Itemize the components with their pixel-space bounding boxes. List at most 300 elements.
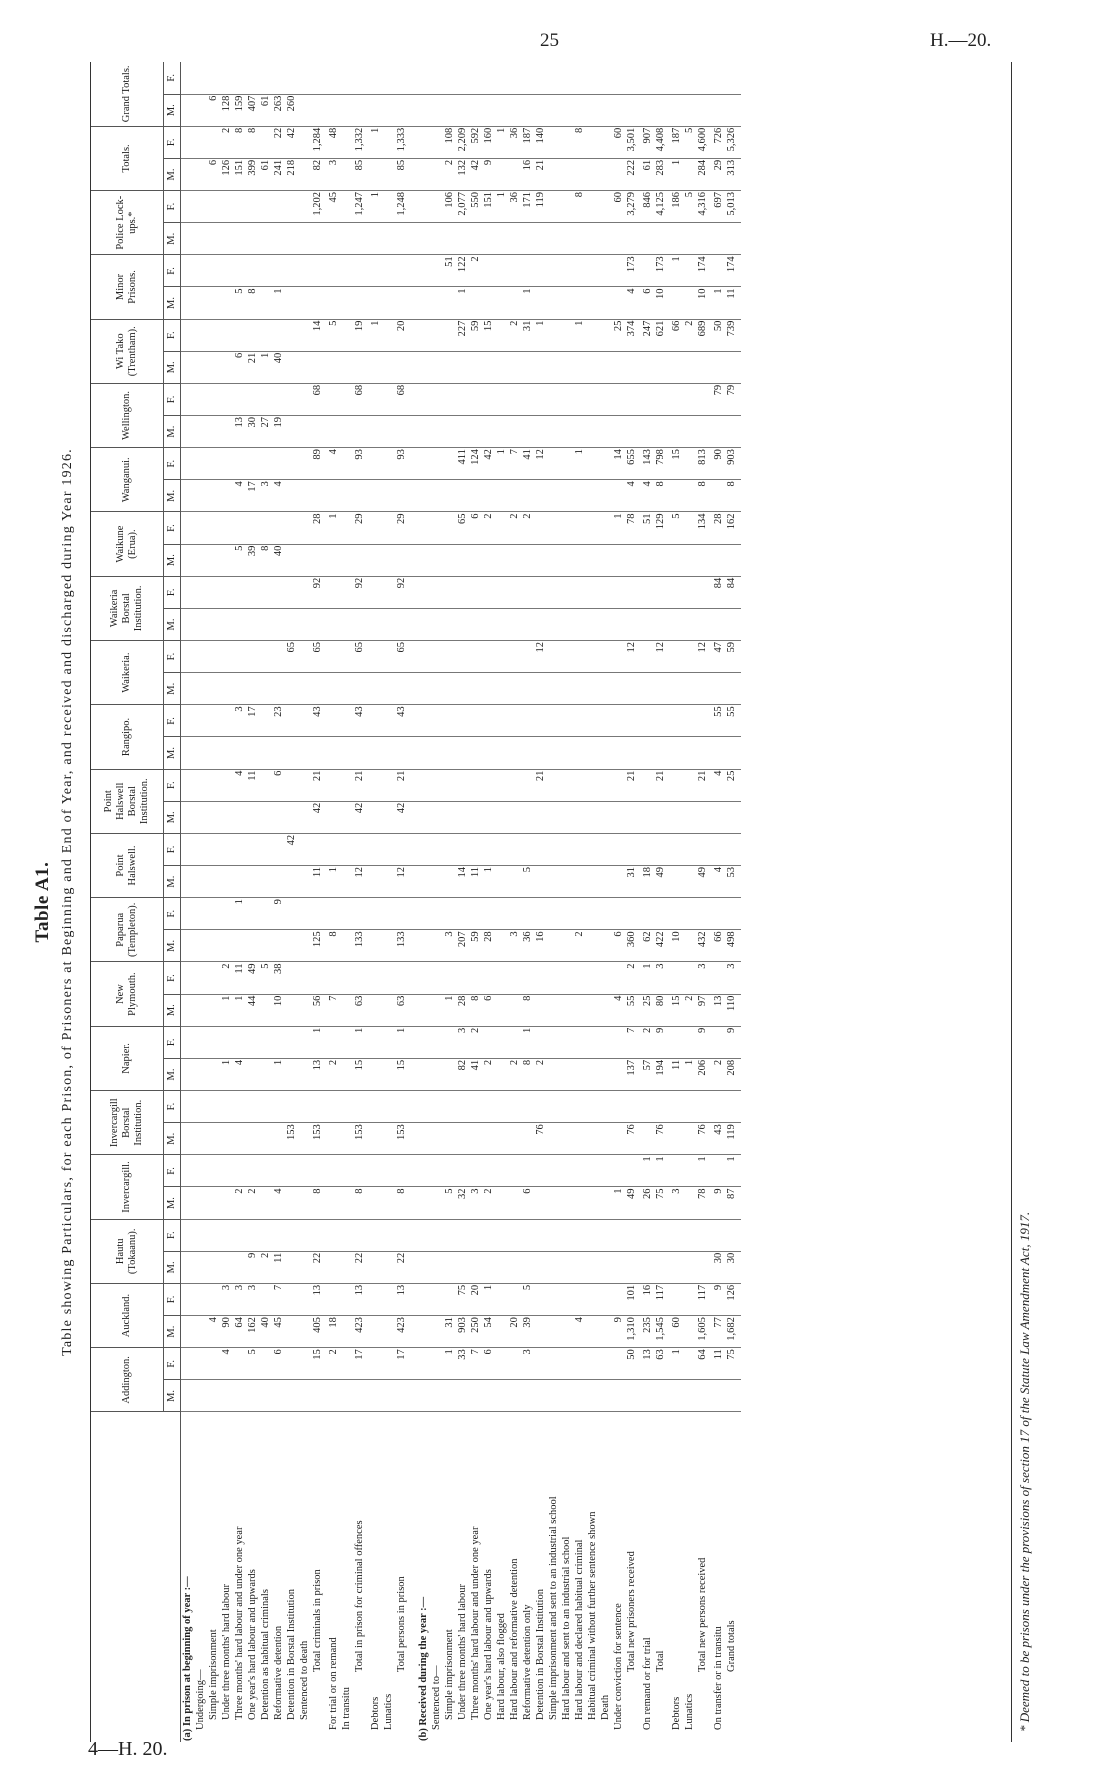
prison-header: Auckland. — [91, 1283, 164, 1347]
table-cell — [612, 1155, 625, 1187]
table-cell — [443, 833, 456, 865]
table-cell — [573, 705, 586, 737]
table-cell — [495, 1316, 508, 1348]
table-cell: 726 — [712, 126, 725, 158]
table-cell: 1 — [670, 1348, 683, 1380]
table-cell — [534, 1219, 547, 1251]
table-cell: 2 — [683, 994, 696, 1026]
table-cell — [285, 62, 298, 94]
table-cell — [220, 1219, 233, 1251]
table-cell — [194, 94, 207, 126]
table-cell: 11 — [272, 1251, 285, 1283]
table-cell — [469, 287, 482, 319]
table-cell — [670, 801, 683, 833]
table-cell — [246, 1380, 259, 1412]
table-cell — [641, 1380, 654, 1412]
table-cell — [654, 1380, 670, 1412]
table-cell — [207, 833, 220, 865]
table-cell — [443, 705, 456, 737]
table-cell — [272, 62, 285, 94]
table-cell — [327, 833, 340, 865]
table-cell — [547, 512, 560, 544]
table-cell — [327, 480, 340, 512]
table-cell — [327, 673, 340, 705]
table-cell: 90 — [712, 448, 725, 480]
table-cell: 39 — [521, 1316, 534, 1348]
table-cell: 7 — [469, 1348, 482, 1380]
table-cell: 592 — [469, 126, 482, 158]
table-cell — [194, 576, 207, 608]
table-cell: 6 — [482, 1348, 495, 1380]
table-cell — [311, 737, 327, 769]
table-cell: 59 — [469, 319, 482, 351]
table-cell — [586, 1316, 599, 1348]
table-cell — [207, 287, 220, 319]
table-cell — [534, 705, 547, 737]
table-cell — [430, 1026, 443, 1058]
table-cell — [612, 1058, 625, 1090]
table-cell — [712, 962, 725, 994]
table-cell — [340, 1219, 353, 1251]
table-cell — [482, 1219, 495, 1251]
table-cell — [194, 1155, 207, 1187]
table-cell — [670, 737, 683, 769]
table-cell: 5 — [443, 1187, 456, 1219]
table-cell — [207, 994, 220, 1026]
table-cell: 4 — [712, 769, 725, 801]
table-row — [560, 62, 573, 1742]
table-cell — [443, 641, 456, 673]
table-cell — [495, 351, 508, 383]
table-cell: 12 — [353, 866, 369, 898]
table-cell: 134 — [696, 512, 712, 544]
table-cell: 8 — [469, 994, 482, 1026]
table-cell: 2 — [443, 158, 456, 190]
table-row — [246, 62, 259, 1742]
table-cell — [382, 383, 395, 415]
table-cell: 68 — [353, 383, 369, 415]
table-cell — [573, 351, 586, 383]
table-cell — [586, 1026, 599, 1058]
table-cell: 4 — [573, 1316, 586, 1348]
table-cell: 8 — [233, 126, 246, 158]
table-cell — [456, 1380, 469, 1412]
table-cell — [353, 1155, 369, 1187]
table-cell — [670, 608, 683, 640]
table-cell — [521, 480, 534, 512]
sex-header: M. — [164, 1316, 181, 1348]
table-cell — [327, 1283, 340, 1315]
table-cell — [683, 62, 696, 94]
table-cell — [181, 769, 195, 801]
table-cell: 798 — [654, 448, 670, 480]
table-cell — [508, 801, 521, 833]
table-cell: 55 — [725, 705, 741, 737]
table-cell — [327, 416, 340, 448]
table-cell: 171 — [521, 191, 534, 223]
table-cell: 2 — [573, 930, 586, 962]
table-cell: 59 — [725, 641, 741, 673]
table-row — [508, 62, 521, 1742]
table-cell: 1 — [495, 448, 508, 480]
table-cell — [220, 705, 233, 737]
table-cell — [194, 448, 207, 480]
table-cell — [327, 801, 340, 833]
table-cell: 78 — [625, 512, 641, 544]
prison-header: Wi Tako (Trentham). — [91, 319, 164, 383]
table-cell — [181, 62, 195, 94]
table-cell — [599, 833, 612, 865]
table-cell — [573, 1155, 586, 1187]
table-cell — [220, 351, 233, 383]
table-cell — [285, 1251, 298, 1283]
table-cell — [382, 1283, 395, 1315]
table-cell — [443, 480, 456, 512]
table-cell — [469, 705, 482, 737]
table-cell — [311, 608, 327, 640]
table-cell — [430, 1283, 443, 1315]
table-cell — [207, 737, 220, 769]
table-cell — [207, 1058, 220, 1090]
table-cell — [586, 1187, 599, 1219]
table-cell: 151 — [482, 191, 495, 223]
table-cell: 16 — [641, 1283, 654, 1315]
table-cell: 697 — [712, 191, 725, 223]
table-cell — [369, 1316, 382, 1348]
table-cell — [599, 1380, 612, 1412]
table-cell — [599, 62, 612, 94]
table-cell — [285, 962, 298, 994]
table-cell — [683, 512, 696, 544]
table-row — [194, 62, 207, 1742]
table-cell — [233, 223, 246, 255]
table-cell — [369, 94, 382, 126]
row-label: Hard labour and declared habitual criminal — [574, 1539, 586, 1720]
table-cell — [696, 383, 712, 415]
table-cell: 21 — [696, 769, 712, 801]
table-cell — [395, 898, 411, 930]
table-cell — [207, 705, 220, 737]
table-cell: 85 — [353, 158, 369, 190]
table-cell — [207, 480, 220, 512]
table-cell — [220, 287, 233, 319]
table-cell — [272, 448, 285, 480]
table-cell — [696, 1091, 712, 1123]
table-cell — [469, 223, 482, 255]
table-cell — [456, 416, 469, 448]
table-cell — [353, 898, 369, 930]
table-row — [233, 62, 246, 1742]
table-cell — [181, 737, 195, 769]
table-cell — [625, 223, 641, 255]
sex-header: F. — [164, 126, 181, 158]
table-cell — [220, 737, 233, 769]
table-cell: 1 — [670, 158, 683, 190]
table-cell — [696, 1380, 712, 1412]
table-cell — [353, 62, 369, 94]
table-cell — [534, 480, 547, 512]
table-cell — [586, 544, 599, 576]
table-cell — [285, 1348, 298, 1380]
table-cell — [311, 544, 327, 576]
table-cell — [220, 512, 233, 544]
table-cell: 1 — [612, 1187, 625, 1219]
table-cell — [207, 866, 220, 898]
table-cell — [456, 351, 469, 383]
table-cell — [430, 319, 443, 351]
table-cell — [612, 480, 625, 512]
table-row — [298, 62, 311, 1742]
table-cell: 61 — [259, 94, 272, 126]
table-cell — [612, 1219, 625, 1251]
table-cell — [654, 608, 670, 640]
table-cell: 31 — [521, 319, 534, 351]
table-cell — [586, 1251, 599, 1283]
table-cell — [495, 737, 508, 769]
table-cell — [259, 448, 272, 480]
table-cell — [586, 126, 599, 158]
table-cell: 66 — [670, 319, 683, 351]
table-cell — [298, 833, 311, 865]
table-cell: 13 — [311, 1058, 327, 1090]
table-cell: 30 — [712, 1251, 725, 1283]
table-cell — [382, 962, 395, 994]
page-number: 25 — [540, 30, 559, 51]
table-cell — [534, 673, 547, 705]
table-cell — [482, 1155, 495, 1187]
table-cell — [311, 962, 327, 994]
table-cell — [495, 480, 508, 512]
table-cell — [430, 94, 443, 126]
table-cell — [382, 1380, 395, 1412]
table-cell — [220, 1091, 233, 1123]
table-cell — [395, 1219, 411, 1251]
table-cell — [560, 191, 573, 223]
table-cell — [194, 962, 207, 994]
table-cell: 5 — [670, 512, 683, 544]
table-cell — [683, 576, 696, 608]
table-cell — [683, 383, 696, 415]
table-cell — [670, 351, 683, 383]
table-cell — [311, 94, 327, 126]
table-cell — [353, 737, 369, 769]
table-cell — [298, 1155, 311, 1187]
table-cell: 903 — [725, 448, 741, 480]
table-cell — [233, 1219, 246, 1251]
table-cell — [534, 866, 547, 898]
table-cell — [340, 1251, 353, 1283]
table-cell — [625, 1251, 641, 1283]
table-cell — [430, 416, 443, 448]
table-cell: 12 — [534, 641, 547, 673]
row-label: Simple imprisonment — [208, 1629, 220, 1720]
table-cell: 75 — [654, 1187, 670, 1219]
table-cell: 1,333 — [395, 126, 411, 158]
table-cell — [469, 769, 482, 801]
table-cell — [560, 1283, 573, 1315]
table-cell — [495, 223, 508, 255]
table-cell — [259, 930, 272, 962]
table-cell — [259, 1283, 272, 1315]
table-cell: 4 — [272, 480, 285, 512]
table-cell: 8 — [725, 480, 741, 512]
table-cell: 173 — [625, 255, 641, 287]
table-cell — [654, 673, 670, 705]
sex-header: F. — [164, 898, 181, 930]
table-cell: 43 — [395, 705, 411, 737]
table-cell — [683, 544, 696, 576]
table-cell — [560, 898, 573, 930]
table-cell — [207, 608, 220, 640]
sex-header: M. — [164, 866, 181, 898]
table-cell — [220, 448, 233, 480]
table-row — [482, 62, 495, 1742]
table-cell — [654, 898, 670, 930]
table-cell: 60 — [670, 1316, 683, 1348]
table-cell — [612, 1380, 625, 1412]
table-cell — [220, 641, 233, 673]
table-cell: 18 — [327, 1316, 340, 1348]
table-cell — [521, 737, 534, 769]
table-cell — [508, 416, 521, 448]
table-cell — [599, 448, 612, 480]
table-cell — [181, 1283, 195, 1315]
table-cell — [382, 448, 395, 480]
table-cell — [534, 1348, 547, 1380]
table-cell — [246, 448, 259, 480]
table-cell — [725, 737, 741, 769]
table-cell — [469, 1251, 482, 1283]
table-cell: 2 — [482, 512, 495, 544]
table-cell: 27 — [259, 416, 272, 448]
table-cell — [259, 801, 272, 833]
table-cell — [508, 641, 521, 673]
table-cell — [560, 1251, 573, 1283]
table-cell: 133 — [353, 930, 369, 962]
table-cell: 621 — [654, 319, 670, 351]
table-row — [683, 62, 696, 1742]
table-cell — [194, 416, 207, 448]
table-cell — [369, 801, 382, 833]
table-cell — [443, 1219, 456, 1251]
row-label: On transfer or in transitu — [713, 1626, 725, 1730]
table-cell — [654, 576, 670, 608]
table-cell — [612, 383, 625, 415]
table-cell — [560, 1380, 573, 1412]
table-cell: 1 — [369, 319, 382, 351]
table-cell — [311, 1155, 327, 1187]
table-cell — [560, 705, 573, 737]
table-cell — [194, 1380, 207, 1412]
table-cell — [259, 126, 272, 158]
table-cell — [220, 801, 233, 833]
table-cell — [395, 1155, 411, 1187]
table-cell — [207, 319, 220, 351]
table-row — [272, 62, 285, 1742]
table-cell: 84 — [712, 576, 725, 608]
table-cell — [521, 383, 534, 415]
table-cell — [272, 1219, 285, 1251]
table-cell — [181, 416, 195, 448]
row-label: In transitu — [341, 1687, 353, 1730]
table-cell — [508, 1187, 521, 1219]
table-cell — [683, 287, 696, 319]
table-cell — [586, 641, 599, 673]
table-cell — [233, 801, 246, 833]
table-cell — [586, 769, 599, 801]
table-cell — [353, 223, 369, 255]
table-cell — [327, 1091, 340, 1123]
table-cell — [599, 351, 612, 383]
table-cell — [246, 1123, 259, 1155]
table-cell — [508, 1026, 521, 1058]
table-cell: 3 — [456, 1026, 469, 1058]
prison-header: Totals. — [91, 126, 164, 190]
table-cell — [259, 1058, 272, 1090]
table-cell: 12 — [534, 448, 547, 480]
table-cell: 8 — [395, 1187, 411, 1219]
row-label: Detention as habitual criminals — [260, 1589, 272, 1720]
table-cell — [547, 255, 560, 287]
table-cell — [194, 833, 207, 865]
table-cell — [340, 287, 353, 319]
table-cell — [298, 1026, 311, 1058]
row-label: Total new persons received — [697, 1557, 709, 1672]
table-cell — [369, 383, 382, 415]
table-cell — [456, 898, 469, 930]
table-cell — [534, 833, 547, 865]
table-cell: 907 — [641, 126, 654, 158]
table-cell: 28 — [311, 512, 327, 544]
table-cell — [469, 608, 482, 640]
table-cell — [220, 833, 233, 865]
table-cell: 124 — [469, 448, 482, 480]
table-cell: 374 — [625, 319, 641, 351]
table-cell — [417, 737, 430, 769]
table-cell — [495, 383, 508, 415]
table-cell: 8 — [246, 287, 259, 319]
table-cell — [417, 930, 430, 962]
table-cell — [521, 641, 534, 673]
table-cell — [547, 1123, 560, 1155]
table-cell — [508, 866, 521, 898]
table-cell — [469, 833, 482, 865]
table-cell — [430, 769, 443, 801]
table-cell — [683, 641, 696, 673]
sex-header: F. — [164, 1091, 181, 1123]
table-cell — [194, 287, 207, 319]
table-cell — [285, 769, 298, 801]
table-cell — [534, 287, 547, 319]
table-cell — [586, 1058, 599, 1090]
prison-header: Waikeria. — [91, 641, 164, 705]
table-cell — [340, 833, 353, 865]
table-cell: 77 — [712, 1316, 725, 1348]
table-cell — [311, 1091, 327, 1123]
table-cell — [259, 705, 272, 737]
table-cell — [573, 62, 586, 94]
sex-header: M. — [164, 287, 181, 319]
table-cell — [560, 1058, 573, 1090]
table-cell — [311, 1219, 327, 1251]
table-cell — [508, 833, 521, 865]
table-cell: 89 — [311, 448, 327, 480]
table-cell: 8 — [573, 126, 586, 158]
table-cell — [712, 737, 725, 769]
table-cell: 92 — [311, 576, 327, 608]
table-cell — [586, 705, 599, 737]
table-cell — [683, 898, 696, 930]
